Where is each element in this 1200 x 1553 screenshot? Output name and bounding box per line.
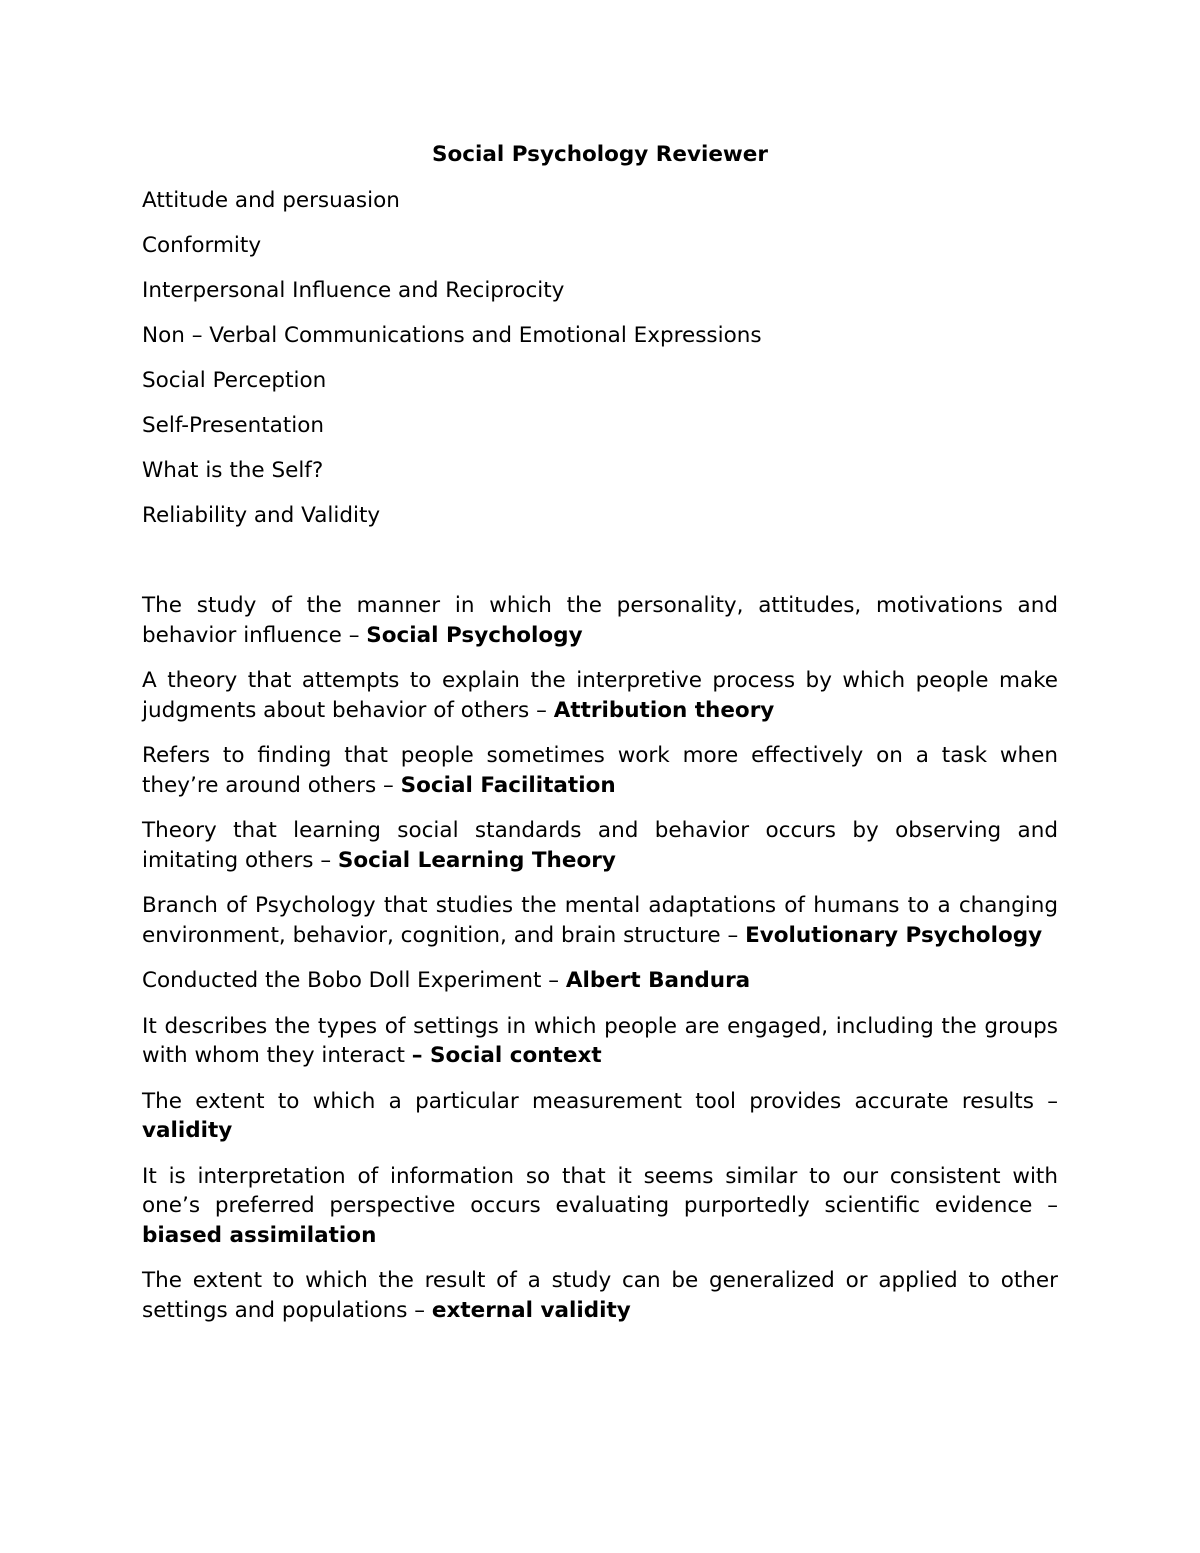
definition-text: Conducted the Bobo Doll Experiment – — [142, 968, 566, 993]
topic-item: What is the Self? — [142, 458, 324, 483]
section-spacer — [142, 546, 1058, 591]
definition-term: Albert Bandura — [565, 968, 751, 993]
definition-term: Social Facilitation — [400, 772, 616, 798]
definition-item — [142, 966, 1058, 996]
definition-list — [142, 591, 1058, 1325]
definition-term: Attribution theory — [553, 697, 775, 723]
topic-item: Attitude and persuasion — [142, 188, 400, 213]
definition-term: Social Learning Theory — [337, 847, 616, 873]
definition-text: The study of the manner in which the personality, attitudes, motivations and behavior influence – — [142, 593, 1058, 648]
definition-term: validity — [142, 1118, 233, 1143]
topic-item: Non – Verbal Communications and Emotional Expressions — [142, 323, 762, 348]
definition-term: external validity — [431, 1297, 631, 1323]
definition-term: – Social context — [411, 1043, 602, 1068]
definition-text: Theory that learning social standards and behavior occurs by observing and imitating others – — [142, 818, 1058, 873]
document-title: Social Psychology Reviewer — [432, 142, 768, 167]
definition-item — [142, 1087, 1058, 1146]
definition-item — [142, 1162, 1058, 1251]
topic-item: Interpersonal Influence and Reciprocity — [142, 278, 565, 303]
definition-item — [142, 1266, 1058, 1325]
definition-item — [142, 1012, 1058, 1071]
definition-text: The extent to which a particular measurement tool provides accurate results – — [142, 1088, 1058, 1114]
definition-text: It describes the types of settings in which people are engaged, including the groups with whom they interact — [142, 1013, 1058, 1068]
definition-text: Branch of Psychology that studies the mental adaptations of humans to a changing environment, behavior, cognition, and brain structure – — [142, 893, 1058, 948]
definition-text: A theory that attempts to explain the interpretive process by which people make judgments about behavior of others – — [142, 668, 1058, 723]
definition-text: It is interpretation of information so that it seems similar to our consistent with one’s preferred perspective occurs evaluating purportedly scientific evidence – — [142, 1163, 1058, 1218]
topic-item: Conformity — [142, 233, 262, 258]
definition-item — [142, 816, 1058, 875]
definition-term: biased assimilation — [142, 1222, 377, 1248]
topic-item: Self-Presentation — [142, 413, 325, 438]
definition-item — [142, 591, 1058, 650]
definition-item — [142, 666, 1058, 725]
document-content — [142, 140, 1058, 1341]
definition-text: The extent to which the result of a study can be generalized or applied to other settings and populations – — [142, 1268, 1058, 1323]
topic-list — [142, 186, 1058, 530]
topic-item: Reliability and Validity — [142, 503, 381, 528]
definition-item — [142, 891, 1058, 950]
topic-item: Social Perception — [142, 368, 327, 393]
definition-item — [142, 741, 1058, 800]
definition-text: Refers to finding that people sometimes work more effectively on a task when they’re around others – — [142, 743, 1058, 798]
definition-term: Social Psychology — [366, 622, 583, 648]
definition-term: Evolutionary Psychology — [745, 922, 1043, 948]
